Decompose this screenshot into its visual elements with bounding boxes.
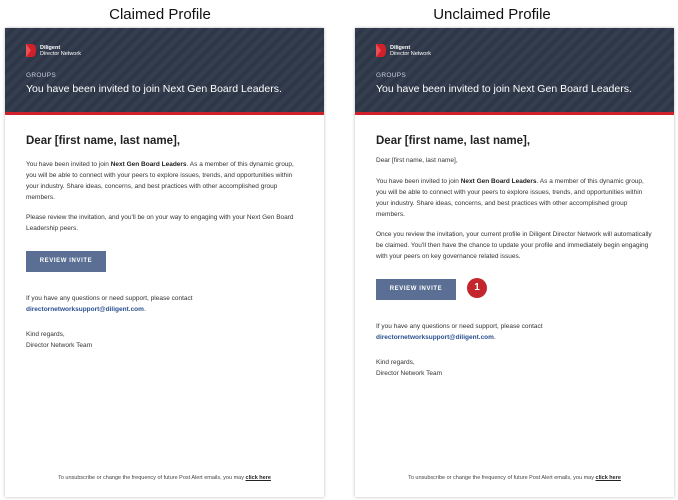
intro-suffix: . As a member of this dynamic group, you will be able to connect with your peers to explore issues, trends, and opportunities within your industry. Share ideas, concerns, and best practices with other accomplished group members. (26, 161, 294, 201)
email-title: You have been invited to join Next Gen Board Leaders. (376, 83, 632, 95)
email-header (5, 28, 324, 115)
support-email-link[interactable] (376, 332, 653, 343)
intro-prefix: You have been invited to join (26, 161, 111, 168)
group-name: Next Gen Board Leaders (110, 161, 187, 168)
footer-text: To unsubscribe or change the frequency of future Post Alert emails, you may (408, 475, 594, 481)
diligent-logo (376, 44, 431, 57)
support-text (26, 293, 303, 315)
regards-line-1: Kind regards, (376, 359, 415, 366)
support-email[interactable]: directornetworksupport@diligent.com (26, 306, 144, 313)
email-header (355, 28, 674, 115)
logo-brand: Diligent (390, 44, 411, 51)
review-invite-button[interactable]: REVIEW INVITE (376, 279, 456, 300)
support-email[interactable]: directornetworksupport@diligent.com (376, 334, 494, 341)
logo-brand: Diligent (40, 44, 61, 51)
unsubscribe-link[interactable]: click here (595, 475, 621, 481)
unsubscribe-link[interactable]: click here (245, 475, 271, 481)
logo-product: Director Network (40, 50, 81, 57)
intro-paragraph (376, 176, 653, 220)
body-paragraph: Once you review the invitation, your current profile in Diligent Director Network will automatically be claimed. You'll then have the chance to update your profile and immediately begin engaging with your peers on key governance related issues. (376, 231, 652, 260)
support-period: . (493, 334, 496, 341)
small-greeting: Dear [first name, last name], (376, 157, 458, 164)
panel-heading-unclaimed: Unclaimed Profile (433, 6, 551, 23)
group-name: Next Gen Board Leaders (460, 178, 537, 185)
logo-product: Director Network (390, 50, 431, 57)
regards-line-2: Director Network Team (26, 342, 92, 349)
intro-suffix: . As a member of this dynamic group, you will be able to connect with your peers to explore issues, trends, and opportunities within your industry. Share ideas, concerns, and best practices with other accomplished group members. (376, 178, 644, 218)
intro-paragraph (26, 159, 303, 203)
diligent-logo-icon (26, 44, 36, 57)
regards-line-2: Director Network Team (376, 370, 442, 377)
support-period: . (143, 306, 146, 313)
groups-label: GROUPS (376, 72, 406, 79)
email-card-claimed (5, 28, 324, 497)
step-badge: 1 (467, 278, 487, 298)
support-email-link[interactable] (26, 304, 303, 315)
body-paragraph: Please review the invitation, and you'll be on your way to engaging with your Next Gen Board Leadership peers. (26, 214, 294, 232)
support-sentence: If you have any questions or need support, please contact (376, 323, 543, 330)
salutation: Dear [first name, last name], (26, 135, 181, 147)
email-title: You have been invited to join Next Gen Board Leaders. (26, 83, 282, 95)
email-footer (355, 475, 674, 481)
panel-heading-claimed: Claimed Profile (109, 6, 211, 23)
email-footer (5, 475, 324, 481)
salutation: Dear [first name, last name], (376, 135, 531, 147)
email-card-unclaimed (355, 28, 674, 497)
review-invite-button[interactable]: REVIEW INVITE (26, 251, 106, 272)
footer-text: To unsubscribe or change the frequency of future Post Alert emails, you may (58, 475, 244, 481)
diligent-logo-icon (376, 44, 386, 57)
intro-prefix: You have been invited to join (376, 178, 461, 185)
diligent-logo (26, 44, 81, 57)
groups-label: GROUPS (26, 72, 56, 79)
support-sentence: If you have any questions or need support, please contact (26, 295, 193, 302)
support-text (376, 321, 653, 343)
regards-line-1: Kind regards, (26, 331, 65, 338)
